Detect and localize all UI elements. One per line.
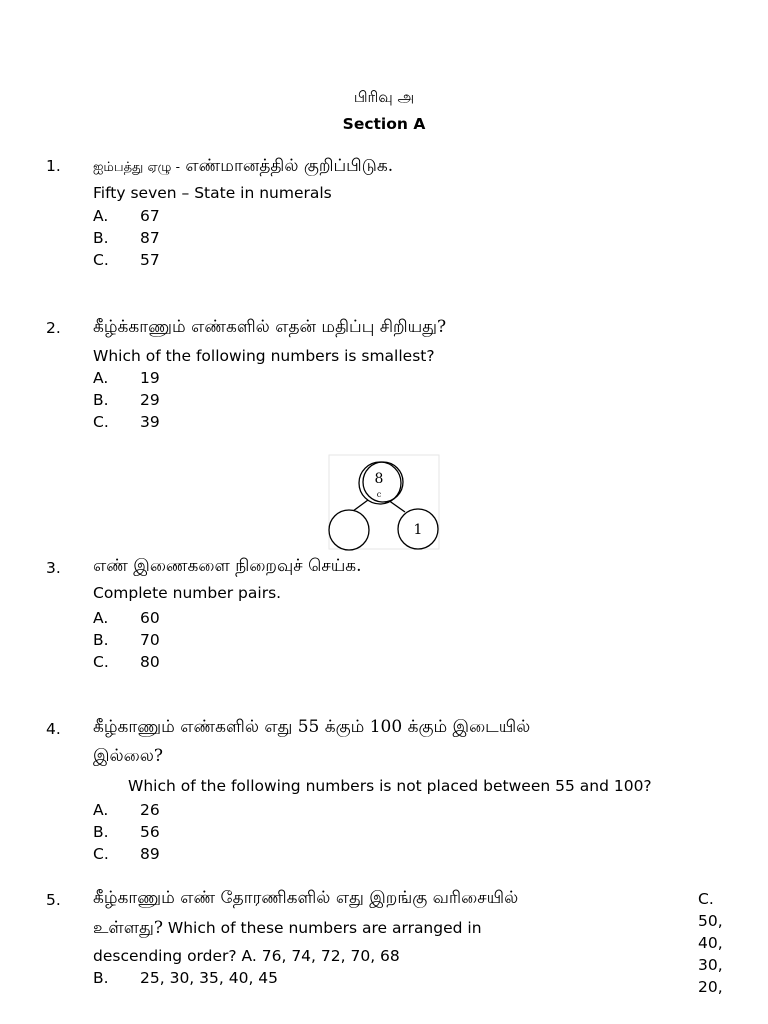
option-value: 29 — [140, 391, 160, 409]
question-english: Which of the following numbers is smallest? — [93, 347, 435, 365]
option-label: B. — [93, 631, 109, 649]
number-bond-diagram — [322, 452, 442, 552]
option-label: C. — [93, 653, 109, 671]
option-label: A. — [93, 609, 109, 627]
question-tamil: எண் இணைகளை நிறைவுச் செய்க. — [93, 556, 362, 576]
option-label: C. — [93, 413, 109, 431]
question-tamil-line-2: இல்லை? — [93, 746, 163, 766]
blank-part-circle — [329, 510, 369, 550]
option-c-value: 40, — [698, 934, 723, 952]
question-number: 3. — [46, 559, 61, 577]
option-label: A. — [93, 207, 109, 225]
option-value: 19 — [140, 369, 160, 387]
option-value: 70 — [140, 631, 160, 649]
question-tamil: கீழ்க்காணும் எண்களில் எதன் மதிப்பு சிறியது? — [93, 317, 447, 337]
question-english-line-2: descending order? A. 76, 74, 72, 70, 68 — [93, 947, 400, 965]
option-label: C. — [93, 845, 109, 863]
question-number: 4. — [46, 720, 61, 738]
option-label: C. — [93, 251, 109, 269]
option-value: 39 — [140, 413, 160, 431]
section-title-tamil: பிரிவு அ — [353, 88, 415, 106]
whole-subvalue: c — [376, 490, 382, 499]
option-value: 57 — [140, 251, 160, 269]
option-c-value: 20, — [698, 978, 723, 996]
option-value: 87 — [140, 229, 160, 247]
question-tamil-part: எண்மானத்தில் குறிப்பிடுக. — [185, 156, 394, 176]
question-tamil-part: ஐம்பத்து ஏழு - — [93, 160, 180, 175]
question-english: Complete number pairs. — [93, 584, 282, 602]
question-number: 1. — [46, 157, 61, 175]
option-c-value: 50, — [698, 912, 723, 930]
question-number: 5. — [46, 891, 61, 909]
question-english: Fifty seven – State in numerals — [93, 184, 332, 202]
question-tamil-line-1: கீழ்காணும் எண் தோரணிகளில் எது இறங்கு வரிசையில் — [93, 888, 519, 908]
option-c-label: C. — [698, 890, 714, 908]
option-value: 56 — [140, 823, 160, 841]
option-value: 67 — [140, 207, 160, 225]
question-english-line-1: Which of these numbers are arranged in — [167, 919, 482, 937]
question-english: Which of the following numbers is not placed between 55 and 100? — [128, 777, 652, 795]
question-mixed-line — [93, 918, 482, 940]
question-tamil — [93, 156, 393, 178]
option-value: 25, 30, 35, 40, 45 — [140, 969, 279, 987]
part-value: 1 — [413, 522, 423, 538]
option-c-value: 30, — [698, 956, 723, 974]
option-label: B. — [93, 823, 109, 841]
question-tamil-line-2: உள்ளது? — [93, 918, 163, 938]
option-label: B. — [93, 229, 109, 247]
option-value: 80 — [140, 653, 160, 671]
section-title-english: Section A — [342, 115, 426, 133]
option-label: A. — [93, 801, 109, 819]
option-value: 60 — [140, 609, 160, 627]
option-value: 89 — [140, 845, 160, 863]
option-value: 26 — [140, 801, 160, 819]
option-label: A. — [93, 369, 109, 387]
question-number: 2. — [46, 319, 61, 337]
option-label: B. — [93, 391, 109, 409]
whole-value: 8 — [374, 471, 384, 487]
question-tamil-line-1: கீழ்காணும் எண்களில் எது 55 க்கும் 100 க்கும் இடையில் — [93, 717, 531, 737]
option-label: B. — [93, 969, 109, 987]
